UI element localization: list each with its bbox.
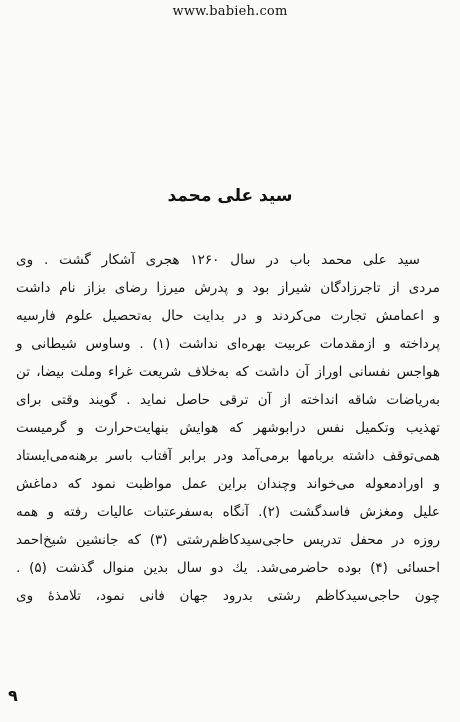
body-line: به‌ریاضات شاقه انداخته از آن ترقی حاصل نماید . گویند وقتی برای bbox=[16, 392, 440, 408]
body-line: تهذیب وتکمیل نفس درابوشهر که هوایش بنهایت‌حرارت و گرمیست bbox=[16, 420, 440, 436]
body-line: سید علی محمد باب در سال ۱۲۶۰ هجری آشکار گشت . وی bbox=[16, 252, 420, 268]
body-line: علیل ومغزش فاسدگشت (۲). آنگاه به‌سفرعتبات عالیات رفته و همه‌ bbox=[16, 504, 440, 520]
body-line: همی‌توقف داشته بربامها برمی‌آمد ودر برابر آفتاب باسر برهنه‌می‌ایستاد bbox=[16, 448, 440, 464]
body-line: هواجس نفسانی اوراز آن داشت که به‌خلاف شریعت غراء وملت بیضا، تن bbox=[16, 364, 440, 380]
chapter-title: سید علی محمد bbox=[167, 186, 293, 206]
body-line: و اورادمعوله می‌خواند وچندان براین عمل مواظبت نمود که دماغش bbox=[16, 476, 440, 492]
body-text bbox=[16, 246, 440, 610]
body-line: پرداخته و ازمقدمات عربیت بهره‌ای نداشت (۱) . وساوس شیطانی و bbox=[16, 336, 440, 352]
body-line: مردی از تاجرزادگان شیراز بود و پدرش میرزا رضای بزاز نام داشت bbox=[16, 280, 440, 296]
body-line: روزه در محفل تدریس حاجی‌سیدکاظم‌رشتی (۳) که جانشین شیخ‌احمد bbox=[16, 532, 440, 548]
body-line: چون حاجی‌سیدکاظم رشتی بدرود جهان فانی نمود، تلامذهٔ وی bbox=[16, 588, 440, 604]
site-url: www.babieh.com bbox=[172, 4, 288, 19]
body-line: احسائی (۴) بوده حاضرمی‌شد. یك دو سال بدین منوال گذشت (۵) . bbox=[16, 560, 440, 576]
body-line: و اعمامش تجارت می‌کردند و در بدایت حال به‌تحصیل علوم فارسیه bbox=[16, 308, 440, 324]
page-number: ۹ bbox=[8, 686, 18, 705]
